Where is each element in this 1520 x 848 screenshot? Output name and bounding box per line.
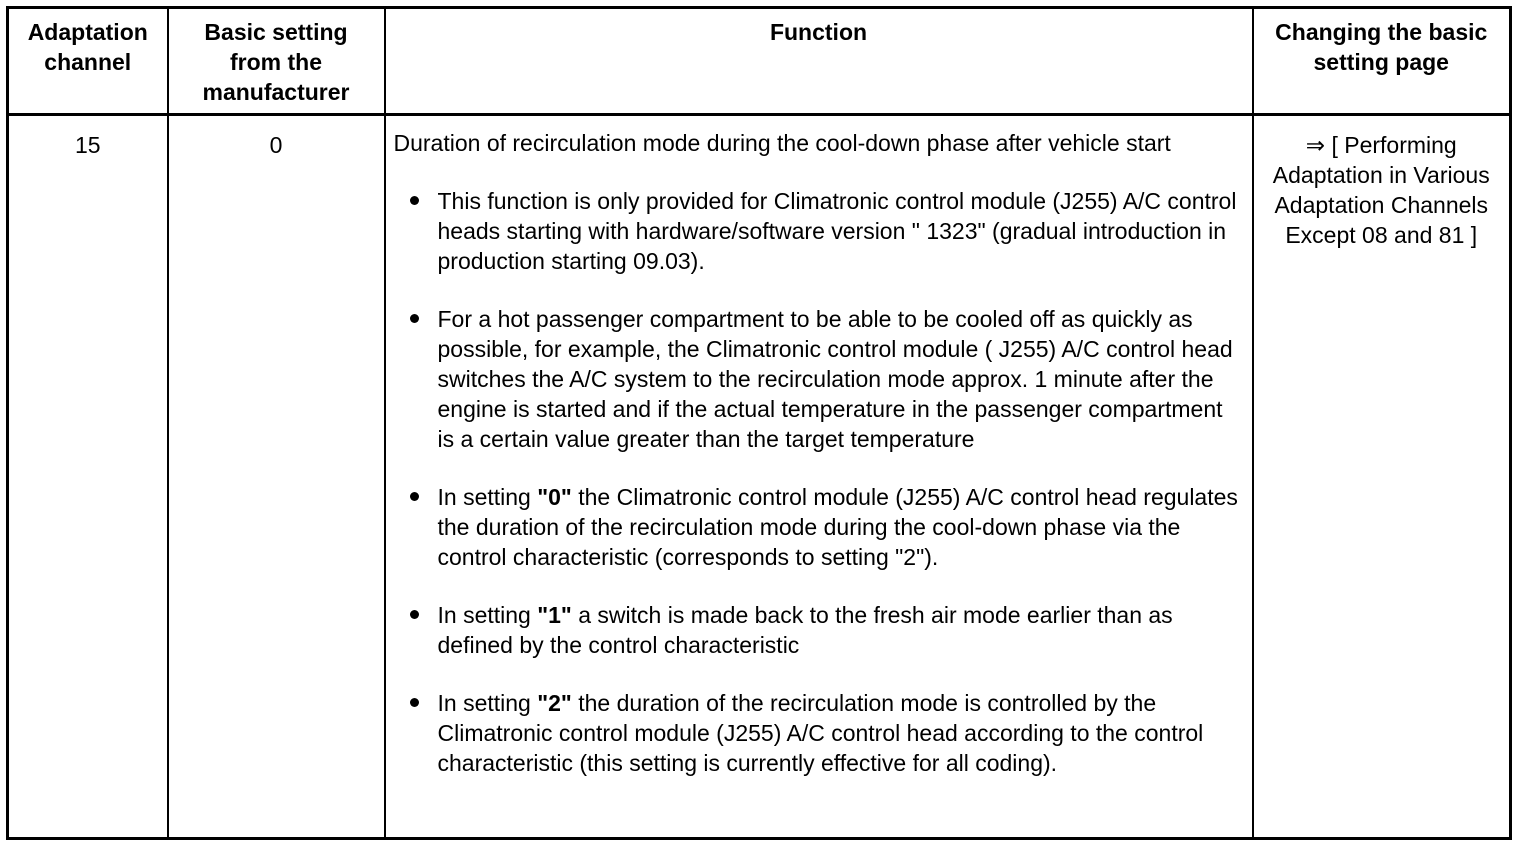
function-bullet-item [410,482,1242,572]
function-bullet-text: "0" [537,484,572,510]
header-basic-setting [168,8,385,115]
function-bullet-text: a switch is made back to the fresh air mode earlier than as defined by the control characteristic [437,602,1173,658]
cell-basic-setting: 0 [168,115,385,839]
function-bullet-item [410,688,1242,778]
header-adaptation-channel-label: Adaptation channel [27,19,148,75]
function-bullet-item [410,600,1242,660]
header-function-label: Function [769,19,868,45]
function-bullet-text: the Climatronic control module (J255) A/C control head regulates the duration of the recirculation mode during the cool-down phase via the control characteristic (corresponds to setting "2"). [437,484,1238,570]
function-bullet-text: "2" [537,690,572,716]
bullet-icon [410,314,419,323]
document-page [6,6,1512,840]
header-changing-basic-setting [1253,8,1511,115]
function-intro: Duration of recirculation mode during the cool-down phase after vehicle start [393,130,1171,156]
adaptation-channel-table [6,6,1512,840]
bullet-icon [410,698,419,707]
header-basic-setting-label: Basic setting from the manufacturer [202,19,350,105]
bullet-icon [410,610,419,619]
function-bullet-text: "1" [537,602,572,628]
function-bullet-text: For a hot passenger compartment to be able to be cooled off as quickly as possible, for example, the Climatronic control module ( J255) A/C control head switches the A/C system to the recirculation mode approx. 1 minute after the engine is started and if the actual temperature in the passenger compartment is a certain value greater than the target temperature [437,306,1233,452]
cell-adaptation-channel: 15 [8,115,168,839]
function-bullets [394,186,1242,778]
header-function [385,8,1253,115]
function-bullet-item [410,304,1242,454]
function-bullet-item [410,186,1242,276]
function-bullet-text: In setting [437,484,538,510]
bullet-icon [410,196,419,205]
table-header-row [8,8,1511,115]
function-bullet-text: In setting [437,602,538,628]
table-row [8,115,1511,839]
function-bullet-text: In setting [437,690,538,716]
bullet-icon [410,492,419,501]
function-bullet-text: the duration of the recirculation mode is controlled by the Climatronic control module (J255) A/C control head according to the control characteristic (this setting is currently effective for all coding). [437,690,1204,776]
function-bullet-text: This function is only provided for Climatronic control module (J255) A/C control heads starting with hardware/software version " 1323" (gradual introduction in production starting 09.03). [437,188,1237,274]
reference-link[interactable]: ⇒ [ Performing Adaptation in Various Adaptation Channels Except 08 and 81 ] [1272,132,1490,248]
header-adaptation-channel [8,8,168,115]
header-changing-basic-setting-label: Changing the basic setting page [1275,19,1488,75]
cell-function [385,115,1253,839]
cell-reference [1253,115,1511,839]
